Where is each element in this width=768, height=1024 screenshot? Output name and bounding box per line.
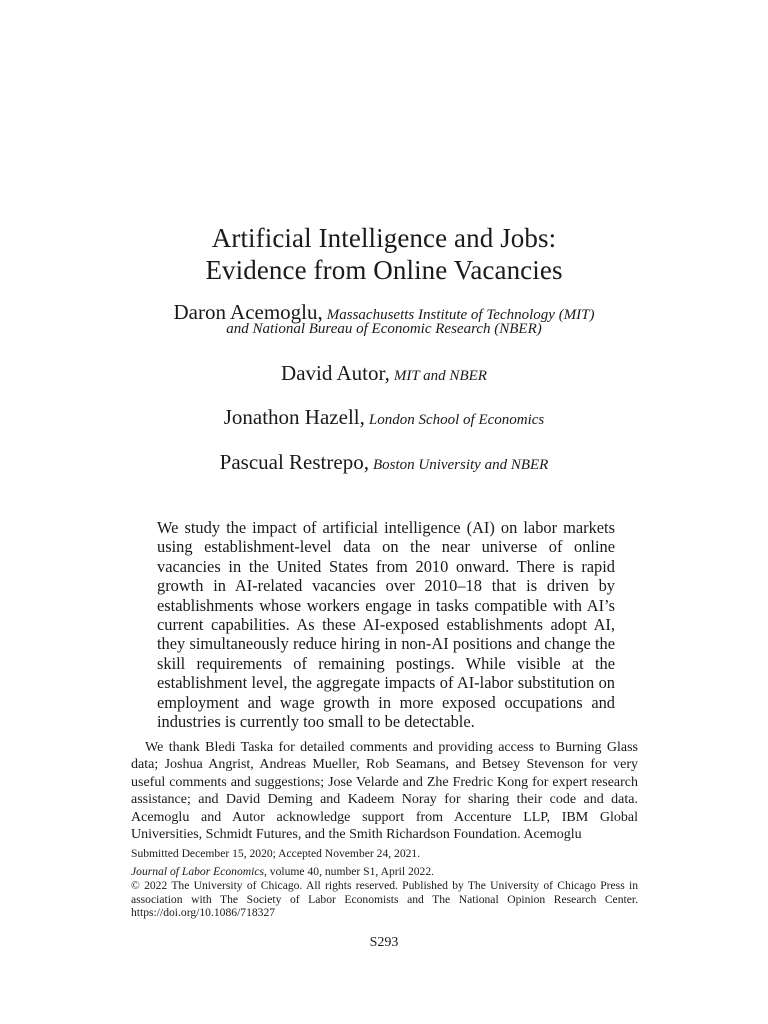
author-name: Pascual Restrepo, bbox=[219, 450, 369, 474]
journal-citation bbox=[131, 865, 638, 879]
submission-dates: Submitted December 15, 2020; Accepted November 24, 2021. bbox=[131, 847, 421, 860]
page-number: S293 bbox=[369, 935, 399, 950]
author-hazell bbox=[0, 405, 768, 430]
title-line-1: Artificial Intelligence and Jobs: bbox=[211, 223, 557, 253]
author-affiliation: Massachusetts Institute of Technology (MIT) bbox=[326, 307, 595, 323]
author-affiliation: London School of Economics bbox=[368, 412, 545, 428]
paper-title bbox=[0, 222, 768, 286]
author-name: David Autor, bbox=[281, 361, 390, 385]
author-affiliation: Boston University and NBER bbox=[372, 457, 549, 473]
author-affiliation-continued: and National Bureau of Economic Research (NBER) bbox=[226, 321, 542, 337]
author-affiliation: MIT and NBER bbox=[393, 368, 487, 384]
author-name: Daron Acemoglu, bbox=[173, 300, 323, 324]
author-autor bbox=[0, 361, 768, 386]
author-name: Jonathon Hazell, bbox=[223, 405, 365, 429]
journal-name: Journal of Labor Economics bbox=[131, 865, 264, 878]
author-restrepo bbox=[0, 450, 768, 475]
copyright-notice: © 2022 The University of Chicago. All rights reserved. Published by The University of Chicago Press in association with The Society of Labor Economists and The National Opinion Research Center. https://doi.org/10.1086/718327 bbox=[131, 879, 638, 920]
journal-volume: , volume 40, number S1, April 2022. bbox=[264, 865, 435, 878]
abstract: We study the impact of artificial intelligence (AI) on labor markets using establishment-level data on the near universe of online vacancies in the United States from 2010 onward. There is rapid growth in AI-related vacancies over 2010–18 that is driven by establishments whose workers engage in tasks compatible with AI’s current capabilities. As these AI-exposed establishments adopt AI, they simultaneously reduce hiring in non-AI positions and change the skill requirements of remaining postings. While visible at the establishment level, the aggregate impacts of AI-labor substitution on employment and wage growth in more exposed occupations and industries is currently too small to be detectable. bbox=[157, 518, 615, 732]
acknowledgment-footnote: We thank Bledi Taska for detailed comments and providing access to Burning Glass data; Joshua Angrist, Andreas Mueller, Rob Seamans, and Betsey Stevenson for very useful comments and suggestions; Jose Velarde and Zhe Fredric Kong for expert research assistance; and David Deming and Kadeem Noray for sharing their code and data. Acemoglu and Autor acknowledge support from Accenture LLP, IBM Global Universities, Schmidt Futures, and the Smith Richardson Foundation. Acemoglu bbox=[131, 740, 638, 843]
title-line-2: Evidence from Online Vacancies bbox=[205, 255, 563, 285]
